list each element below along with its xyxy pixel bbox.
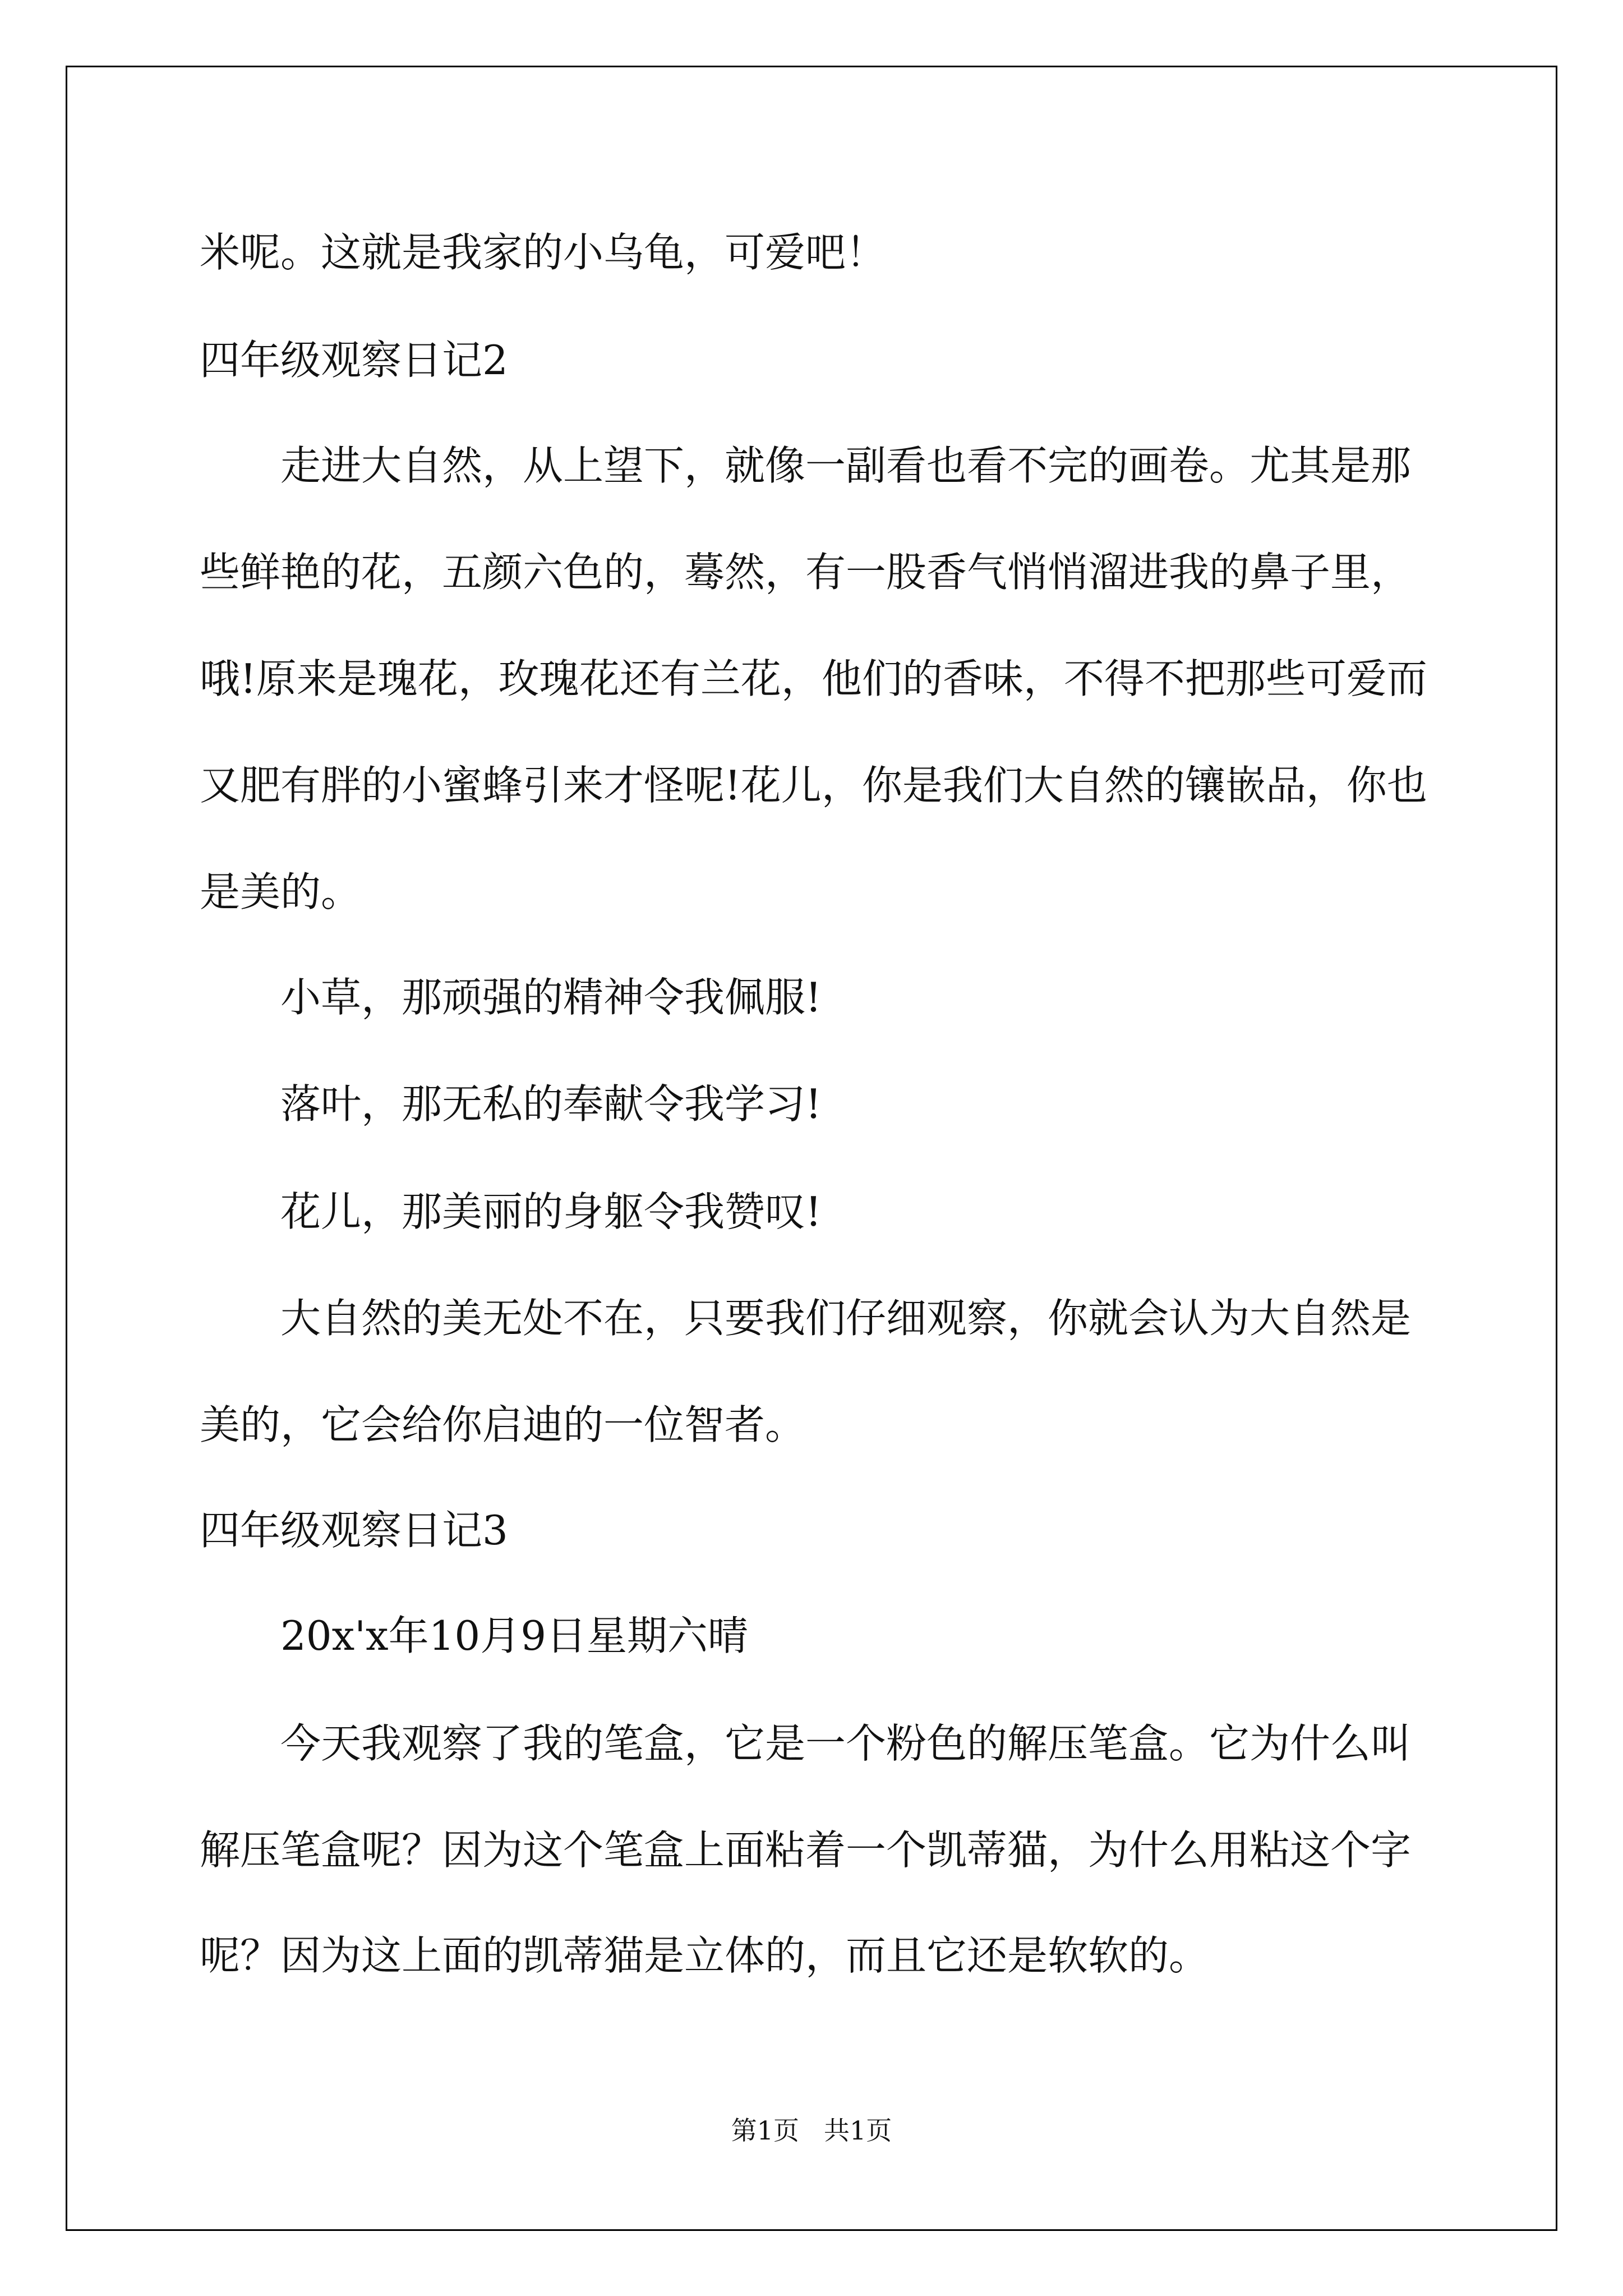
text-line: 美的，它会给你启迪的一位智者。 xyxy=(200,1401,806,1448)
text-line: 走进大自然，从上望下，就像一副看也看不完的画卷。尤其是那 xyxy=(280,442,1412,489)
page-number: 第1页 xyxy=(731,2115,800,2146)
page-footer xyxy=(0,2114,1623,2147)
text-line: 是美的。 xyxy=(200,868,362,915)
date-line: 20x'x年10月9日星期六晴 xyxy=(280,1612,749,1659)
text-line: 些鲜艳的花，五颜六色的，蓦然，有一股香气悄悄溜进我的鼻子里， xyxy=(200,549,1412,596)
text-line: 米呢。这就是我家的小乌龟，可爱吧！ xyxy=(200,229,887,276)
text-line: 今天我观察了我的笔盒，它是一个粉色的解压笔盒。它为什么叫 xyxy=(280,1720,1412,1767)
text-line: 落叶，那无私的奉献令我学习! xyxy=(280,1080,822,1128)
text-line: 又肥有胖的小蜜蜂引来才怪呢!花儿，你是我们大自然的镶嵌品，你也 xyxy=(200,762,1427,809)
text-line: 花儿，那美丽的身躯令我赞叹! xyxy=(280,1188,822,1235)
text-line: 呢？因为这上面的凯蒂猫是立体的，而且它还是软软的。 xyxy=(200,1932,1210,1979)
text-line: 大自然的美无处不在，只要我们仔细观察，你就会认为大自然是 xyxy=(280,1295,1412,1342)
text-line: 小草，那顽强的精神令我佩服! xyxy=(280,974,822,1021)
page-total: 共1页 xyxy=(823,2115,892,2146)
section-heading: 四年级观察日记2 xyxy=(200,337,508,384)
section-heading: 四年级观察日记3 xyxy=(200,1507,508,1554)
text-line: 解压笔盒呢？因为这个笔盒上面粘着一个凯蒂猫，为什么用粘这个字 xyxy=(200,1826,1412,1874)
text-line: 哦!原来是瑰花，玫瑰花还有兰花，他们的香味，不得不把那些可爱而 xyxy=(200,655,1427,702)
page-border xyxy=(66,66,1557,2231)
